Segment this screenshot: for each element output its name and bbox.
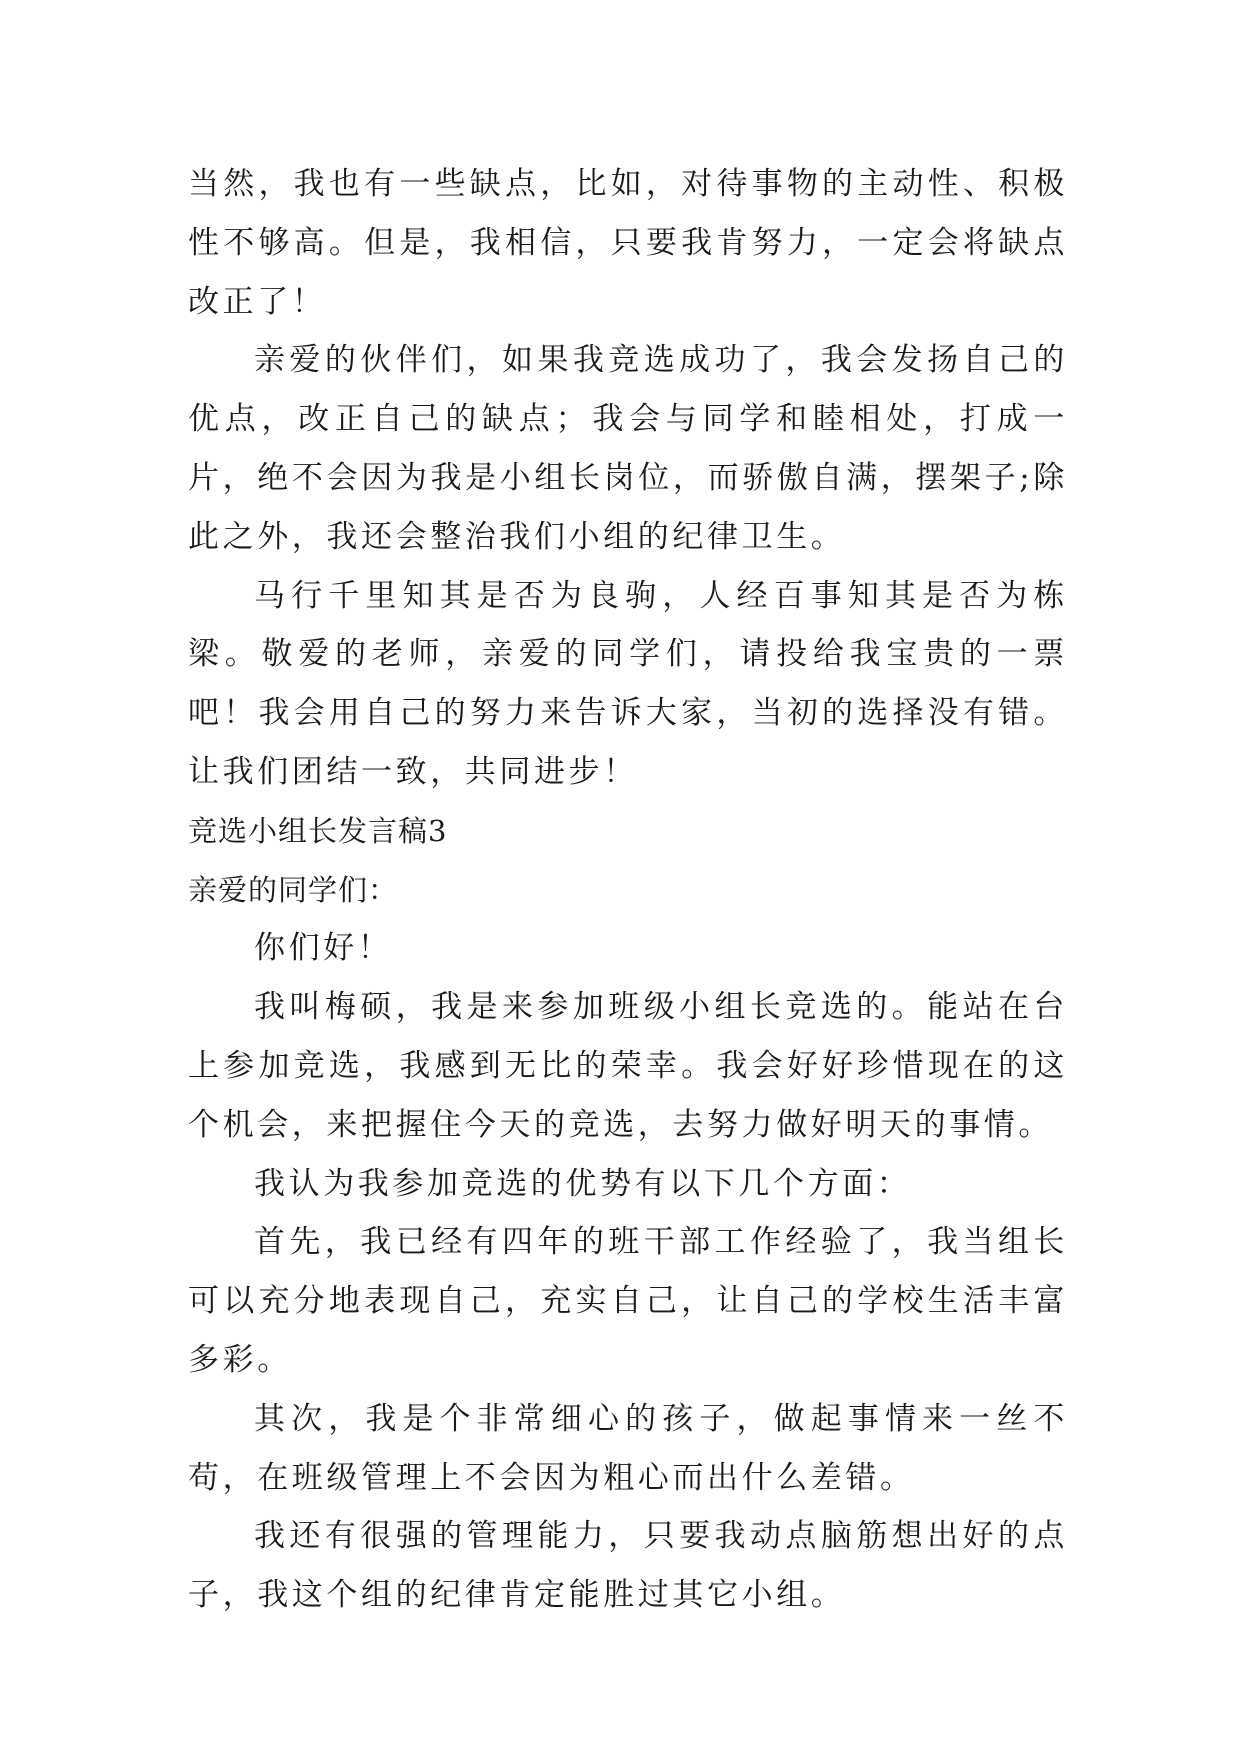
paragraph: 你们好！ (254, 930, 393, 967)
paragraph: 马行千里知其是否为良驹，人经百事知其是否为栋梁。敬爱的老师，亲爱的同学们，请投给我宝贵的一票吧！我会用自己的努力来告诉大家，当初的选择没有错。让我们团结一致，共同进步！ (188, 577, 1068, 790)
paragraph: 当然，我也有一些缺点，比如，对待事物的主动性、积极性不够高。但是，我相信，只要我肯努力，一定会将缺点改正了！ (188, 166, 1068, 320)
section-title: 竞选小组长发言稿3 (188, 813, 448, 848)
paragraph: 我还有很强的管理能力，只要我动点脑筋想出好的点子，我这个组的纪律肯定能胜过其它小组。 (188, 1518, 1068, 1614)
salutation: 亲爱的同学们： (188, 872, 399, 907)
paragraph: 我叫梅硕，我是来参加班级小组长竞选的。能站在台上参加竞选，我感到无比的荣幸。我会好好珍惜现在的这个机会，来把握住今天的竞选，去努力做好明天的事情。 (188, 989, 1068, 1143)
document-body (188, 155, 1068, 1625)
paragraph: 亲爱的伙伴们，如果我竞选成功了，我会发扬自己的优点，改正自己的缺点；我会与同学和睦相处，打成一片，绝不会因为我是小组长岗位，而骄傲自满，摆架子;除此之外，我还会整治我们小组的纪律卫生。 (188, 342, 1068, 555)
paragraph: 首先，我已经有四年的班干部工作经验了，我当组长可以充分地表现自己，充实自己，让自己的学校生活丰富多彩。 (188, 1224, 1068, 1378)
paragraph: 其次，我是个非常细心的孩子，做起事情来一丝不苟，在班级管理上不会因为粗心而出什么差错。 (188, 1400, 1068, 1496)
paragraph: 我认为我参加竞选的优势有以下几个方面： (254, 1165, 912, 1202)
